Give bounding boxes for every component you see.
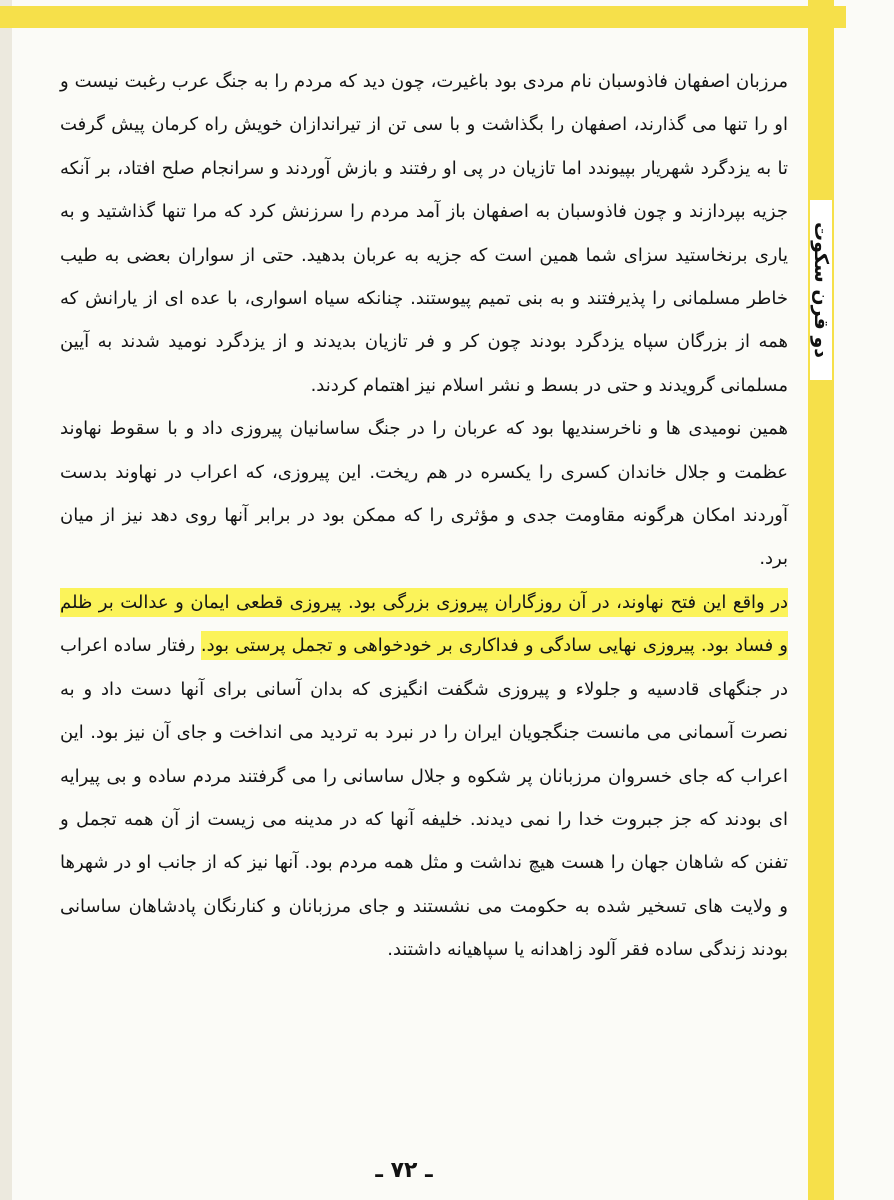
paragraph-3 bbox=[60, 581, 788, 972]
paragraph-2: همین نومیدی ها و ناخرسندیها بود که عربان را در جنگ ساسانیان پیروزی داد و با سقوط نهاوند عظمت و جلال خاندان کسری را یکسره در هم ریخت. این پیروزی، که اعراب در نهاوند بدست آوردند امکان هرگونه مقاومت جدی و مؤثری را که ممکن بود در برابر آنها روی دهد نیز از میان برد. bbox=[60, 418, 788, 570]
top-yellow-frame-bar bbox=[0, 6, 846, 28]
paragraph-3-continuation: رفتار ساده اعراب در جنگهای قادسیه و جلولاء و پیروزی شگفت انگیزی که بدان آسانی برای آنها دست داد و به نصرت آسمانی می مانست جنگجویان ایران را در نبرد به تردید می انداخت و جای آن نیز بود. این اعراب که جای خسروان مرزبانان پر شکوه و جلال ساسانی را می گرفتند مردم ساده و بی پیرایه ای بودند که جز جبروت خدا را نمی دیدند. خلیفه آنها که در مدینه می زیست از آن همه تجمل و تفنن که شاهان جهان را هست هیچ نداشت و مثل همه مردم بود. آنها نیز که از جانب او در شهرها و ولایت های تسخیر شده به حکومت می نشستند و جای مرزبانان و کنارنگان پادشاهان ساسانی بودند زندگی ساده فقر آلود زاهدانه یا سپاهیانه داشتند. bbox=[60, 635, 788, 961]
body-text bbox=[60, 60, 788, 972]
page-number: ـ ۷۲ ـ bbox=[375, 1158, 433, 1183]
highlighted-passage: در واقع این فتح نهاوند، در آن روزگاران پیروزی بزرگی بود. پیروزی قطعی ایمان و عدالت بر ظلم و فساد بود. پیروزی نهایی سادگی و فداکاری بر خودخواهی و تجمل پرستی بود. bbox=[60, 588, 788, 660]
paragraph-1: مرزبان اصفهان فاذوسبان نام مردی بود باغیرت، چون دید که مردم را به جنگ عرب رغبت نیست و او را تنها می گذارند، اصفهان را بگذاشت و با سی تن از تیراندازان خویش راه کرمان پیش گرفت تا به یزدگرد شهریار بپیوندد اما تازیان در پی او رفتند و بازش آوردند و سرانجام صلح افتاد، بر آنکه جزیه بپردازند و چون فاذوسبان به اصفهان باز آمد مردم را سرزنش کرد که مرا تنها گذاشتید و به یاری برنخاستید سزای شما همین است که جزیه به عربان بدهید. حتی از سواران بعضی به طیب خاطر مسلمانی را پذیرفتند و به بنی تمیم پیوستند. چنانکه سیاه اسواری، با عده ای از یارانش که همه از بزرگان سپاه یزدگرد بودند چون کر و فر تازیان بدیدند و از یزدگرد نومید شدند به آیین مسلمانی گرویدند و حتی در بسط و نشر اسلام نیز اهتمام کردند. bbox=[60, 71, 788, 396]
side-book-title-text: دو قرن سکوت bbox=[810, 221, 833, 359]
side-book-title bbox=[810, 200, 832, 380]
page-gutter-shadow bbox=[0, 0, 12, 1200]
right-yellow-frame-bar bbox=[808, 0, 834, 1200]
